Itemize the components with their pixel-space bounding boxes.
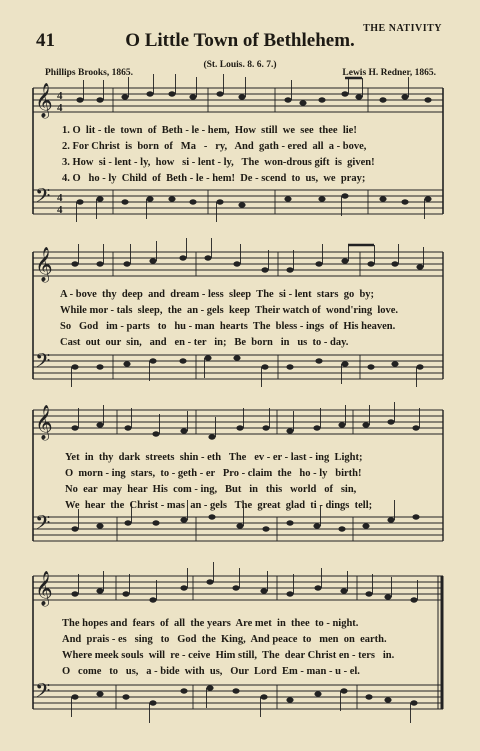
lyric-line: While mor - tals sleep, the an - gels keep Their watch of wond'ring love.	[60, 305, 399, 316]
author-credit: Phillips Brooks, 1865.	[45, 68, 133, 78]
svg-text:𝄢: 𝄢	[35, 513, 51, 539]
lyric-line: Where meek souls will re - ceive Him still, The dear Christ en - ters in.	[62, 650, 395, 661]
tune-name: (St. Louis. 8. 6. 7.)	[203, 60, 277, 70]
hymn-title: O Little Town of Bethlehem.	[125, 30, 355, 51]
lyric-line: We hear the Christ - mas an - gels The great glad ti - dings tell;	[65, 500, 373, 511]
lyric-line: Yet in thy dark streets shin - eth The ev - er - last - ing Light;	[65, 452, 363, 463]
lyric-line: A - bove thy deep and dream - less sleep The si - lent stars go by;	[60, 289, 375, 300]
svg-text:𝄢: 𝄢	[35, 351, 51, 377]
svg-text:𝄞: 𝄞	[35, 248, 53, 281]
svg-text:4: 4	[57, 90, 63, 102]
svg-text:4: 4	[57, 192, 63, 204]
lyric-line: 4. O ho - ly Child of Beth - le - hem! De - scend to us, we pray;	[62, 173, 366, 184]
lyric-line: O come to us, a - bide with us, Our Lord Em - man - u - el.	[62, 666, 360, 677]
lyric-line: No ear may hear His com - ing, But in this world of sin,	[65, 484, 357, 495]
svg-text:𝄢: 𝄢	[35, 186, 51, 212]
lyric-line: And prais - es sing to God the King, And peace to men on earth.	[62, 634, 387, 645]
lyric-line: O morn - ing stars, to - geth - er Pro - claim the ho - ly birth!	[65, 468, 362, 479]
lyric-line: The hopes and fears of all the years Are met in thee to - night.	[62, 618, 359, 629]
svg-text:𝄢: 𝄢	[35, 681, 51, 707]
lyric-line: 3. How si - lent - ly, how si - lent - ly, The won-drous gift is given!	[62, 157, 375, 168]
svg-text:4: 4	[57, 102, 63, 114]
svg-text:𝄞: 𝄞	[35, 572, 53, 605]
composer-credit: Lewis H. Redner, 1865.	[342, 68, 436, 78]
svg-text:4: 4	[57, 204, 63, 216]
lyric-line: 2. For Christ is born of Ma - ry, And gath - ered all a - bove,	[62, 141, 367, 152]
section-heading: THE NATIVITY	[363, 23, 442, 34]
hymn-number: 41	[36, 30, 55, 51]
lyric-line: So God im - parts to hu - man hearts The bless - ings of His heaven.	[60, 321, 396, 332]
lyric-line: 1. O lit - tle town of Beth - le - hem, How still we see thee lie!	[62, 125, 357, 136]
svg-text:𝄞: 𝄞	[35, 84, 53, 117]
lyric-line: Cast out our sin, and en - ter in; Be born in us to - day.	[60, 337, 349, 348]
svg-text:𝄞: 𝄞	[35, 406, 53, 439]
